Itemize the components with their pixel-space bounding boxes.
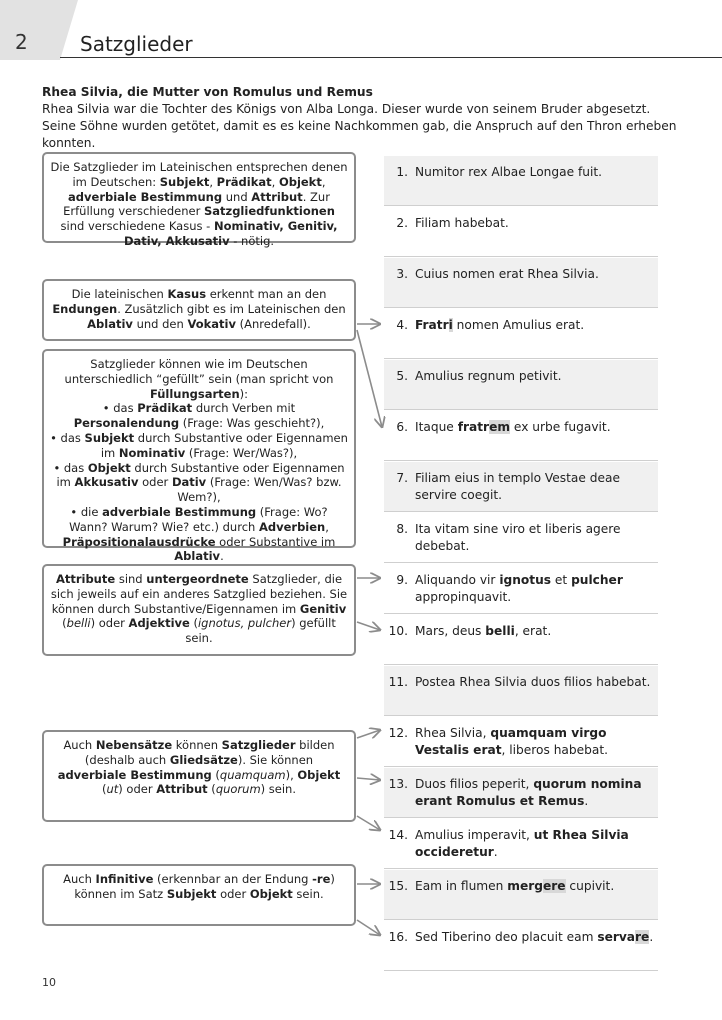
sentence-text bbox=[415, 929, 655, 946]
box-satzglieder-kasus-segment: - nötig. bbox=[229, 233, 275, 248]
box-satzglieder-kasus-segment: . Zur Erfüllung verschiedener bbox=[63, 189, 330, 219]
box-infinitive-segment: Subjekt bbox=[166, 886, 217, 901]
sentence-text bbox=[415, 776, 655, 810]
box-kasus-endungen-segment: Vokativ bbox=[187, 316, 236, 331]
sentence-segment: serva bbox=[597, 930, 636, 944]
box-infinitive bbox=[42, 864, 356, 926]
box-fuellungsarten-segment: adverbiale Bestimmung bbox=[102, 504, 257, 519]
box-nebensaetze-segment: Satzglieder bbox=[221, 738, 296, 752]
sentence-text bbox=[415, 674, 655, 691]
sentence-number: 14. bbox=[388, 828, 408, 842]
box-attribute-segment: untergeordnete bbox=[146, 572, 249, 586]
box-attribute-segment: Genitiv bbox=[299, 601, 347, 616]
box-satzglieder-kasus-segment: , bbox=[209, 174, 217, 189]
box-fuellungsarten-segment: Dativ bbox=[171, 475, 207, 490]
sentence-segment: , liberos habebat. bbox=[501, 743, 608, 757]
box-nebensaetze-segment: quamquam bbox=[219, 767, 286, 782]
box-attribute-segment: Adjektive bbox=[128, 616, 190, 631]
box-satzglieder-kasus-segment: Prädikat bbox=[216, 174, 272, 189]
box-satzglieder-kasus-segment: sind verschiedene Kasus - bbox=[60, 219, 214, 234]
box-fuellungsarten-segment: (Frage: Was geschieht?), bbox=[179, 416, 325, 431]
box-fuellungsarten-segment: durch Verben mit bbox=[192, 401, 296, 416]
box-kasus-endungen-segment: Ablativ bbox=[87, 316, 133, 331]
box-nebensaetze-segment: ). Sie können bbox=[237, 752, 314, 767]
sentence-segment: quorum nomina erant Romulus et Remus bbox=[415, 777, 642, 808]
header-rule bbox=[60, 57, 722, 58]
box-fuellungsarten-segment: Präpositionalausdrücke bbox=[62, 534, 216, 549]
arrow-box4-s13 bbox=[357, 778, 380, 780]
story-section bbox=[42, 84, 682, 152]
sentence-number: 15. bbox=[388, 879, 408, 893]
sentence-segment: merg bbox=[507, 879, 543, 893]
box-attribute-segment: ( bbox=[62, 616, 67, 631]
sentence-segment: fratr bbox=[457, 420, 490, 434]
box-nebensaetze-segment: quorum bbox=[215, 782, 261, 797]
sentence-segment: ignotus bbox=[499, 573, 552, 587]
sentence-row bbox=[384, 564, 658, 614]
box-fuellungsarten-segment: (Frage: Wen/Was? bzw. Wem?), bbox=[177, 475, 342, 505]
sentence-number: 8. bbox=[396, 522, 408, 536]
sentence-segment: nomen Amulius erat. bbox=[452, 318, 585, 332]
sentence-number: 10. bbox=[388, 624, 408, 638]
sentence-segment: , erat. bbox=[514, 624, 552, 638]
sentence-text bbox=[415, 878, 655, 895]
sentence-row bbox=[384, 309, 658, 359]
sentence-number: 16. bbox=[388, 930, 408, 944]
box-nebensaetze-segment: ( bbox=[211, 767, 220, 782]
box-kasus-endungen-segment: . Zusätzlich gibt es im Lateinischen den bbox=[117, 301, 346, 316]
sentence-number: 12. bbox=[388, 726, 408, 740]
sentence-text bbox=[415, 317, 655, 334]
box-satzglieder-kasus-segment: Satzgliedfunktionen bbox=[203, 204, 335, 219]
sentence-text bbox=[415, 572, 655, 606]
sentence-number: 7. bbox=[396, 471, 408, 485]
sentence-segment: . bbox=[493, 845, 498, 859]
box-kasus-endungen-segment: (Anredefall). bbox=[235, 316, 311, 331]
sentence-row bbox=[384, 156, 658, 206]
sentence-segment: Duos filios peperit, bbox=[415, 777, 534, 791]
box-satzglieder-kasus-segment: Attribut bbox=[251, 189, 303, 204]
box-kasus-endungen-segment: erkennt man an den bbox=[206, 287, 327, 301]
chapter-number: 2 bbox=[15, 30, 28, 54]
box-kasus-endungen-segment: und den bbox=[132, 316, 188, 331]
sentence-text bbox=[415, 521, 655, 555]
arrow-box4-s12 bbox=[357, 730, 380, 738]
sentence-number: 13. bbox=[388, 777, 408, 791]
box-attribute-segment: ( bbox=[189, 616, 198, 631]
sentence-segment: Numitor rex Albae Longae fuit. bbox=[415, 165, 603, 179]
box-infinitive-segment: (erkennbar an der Endung bbox=[153, 872, 313, 886]
sentence-segment: Itaque bbox=[415, 420, 458, 434]
box-nebensaetze-segment: Gliedsätze bbox=[169, 752, 238, 767]
box-infinitive-segment: sein. bbox=[292, 886, 324, 901]
sentence-number: 4. bbox=[396, 318, 408, 332]
sentence-row bbox=[384, 615, 658, 665]
box-infinitive-segment: ) können im Satz bbox=[74, 872, 335, 901]
sentence-segment: Aliquando vir bbox=[415, 573, 500, 587]
sentence-row bbox=[384, 768, 658, 818]
box-fuellungsarten-segment: Objekt bbox=[87, 460, 131, 475]
sentence-segment: Cuius nomen erat Rhea Silvia. bbox=[415, 267, 599, 281]
box-fuellungsarten-segment: Personalendung bbox=[73, 416, 180, 431]
box-fuellungsarten-segment: . bbox=[220, 549, 224, 564]
sentence-row bbox=[384, 717, 658, 767]
box-attribute-segment: ignotus, pulcher bbox=[197, 616, 292, 631]
sentence-text bbox=[415, 419, 655, 436]
sentence-segment: Ita vitam sine viro et liberis agere debebat. bbox=[415, 522, 621, 553]
box-fuellungsarten-segment: • die bbox=[70, 504, 103, 519]
sentence-row bbox=[384, 870, 658, 920]
box-infinitive-segment: Objekt bbox=[249, 886, 293, 901]
sentence-row bbox=[384, 411, 658, 461]
box-fuellungsarten-segment: oder Substantive im bbox=[215, 534, 336, 549]
box-nebensaetze-segment: ut bbox=[106, 782, 119, 797]
box-attribute-segment: belli bbox=[66, 616, 91, 631]
box-infinitive-segment: Auch bbox=[63, 872, 96, 886]
sentence-text bbox=[415, 623, 655, 640]
box-fuellungsarten-segment: • das bbox=[53, 460, 88, 475]
box-satzglieder-kasus-segment: Die Satzglieder im Lateinischen entsprechen denen im Deutschen: bbox=[50, 160, 348, 189]
box-satzglieder-kasus-segment: Nominativ, Genitiv, Dativ, Akkusativ bbox=[123, 219, 338, 248]
box-fuellungsarten-segment: Subjekt bbox=[84, 430, 135, 445]
box-kasus-endungen-segment: Endungen bbox=[52, 301, 118, 316]
sentence-segment: pulcher bbox=[571, 573, 623, 587]
box-fuellungsarten-segment: Nominativ bbox=[118, 445, 186, 460]
sentence-number: 3. bbox=[396, 267, 408, 281]
sentence-row bbox=[384, 258, 658, 308]
sentence-row bbox=[384, 819, 658, 869]
sentence-segment: . bbox=[649, 930, 654, 944]
box-fuellungsarten-segment: (Frage: Wo? Wann? Warum? Wie? etc.) durch bbox=[69, 504, 328, 534]
sentence-segment: quamquam virgo Vestalis erat bbox=[415, 726, 607, 757]
box-nebensaetze-segment: adverbiale Bestimmung bbox=[57, 767, 212, 782]
sentence-segment: cupivit. bbox=[565, 879, 615, 893]
box-infinitive-segment: oder bbox=[216, 886, 250, 901]
page-number: 10 bbox=[42, 976, 56, 989]
box-nebensaetze bbox=[42, 730, 356, 822]
sentence-text bbox=[415, 215, 655, 232]
sentence-segment: . bbox=[584, 794, 589, 808]
sentence-row bbox=[384, 921, 658, 971]
sentence-segment: Amulius imperavit, bbox=[415, 828, 534, 842]
sentence-number: 9. bbox=[396, 573, 408, 587]
box-fuellungsarten-segment: Füllungsarten bbox=[149, 386, 240, 401]
box-satzglieder-kasus-segment: Subjekt bbox=[159, 174, 210, 189]
sentence-number: 6. bbox=[396, 420, 408, 434]
box-attribute-segment: ) oder bbox=[90, 616, 129, 631]
sentence-row bbox=[384, 207, 658, 257]
sentence-segment: i bbox=[448, 318, 453, 332]
page-title: Satzglieder bbox=[80, 32, 193, 56]
sentence-row bbox=[384, 462, 658, 512]
sentence-text bbox=[415, 266, 655, 283]
box-attribute-segment: Attribute bbox=[55, 572, 116, 586]
sentence-text bbox=[415, 164, 655, 181]
sentence-segment: Amulius regnum petivit. bbox=[415, 369, 562, 383]
arrow-box4-s14 bbox=[357, 816, 380, 830]
box-satzglieder-kasus-segment: , bbox=[321, 174, 326, 189]
box-kasus-endungen-segment: Kasus bbox=[167, 287, 207, 301]
box-fuellungsarten bbox=[42, 349, 356, 564]
box-satzglieder-kasus-segment: , bbox=[271, 174, 279, 189]
sentence-row bbox=[384, 360, 658, 410]
sentence-number: 1. bbox=[396, 165, 408, 179]
box-nebensaetze-segment: ( bbox=[207, 782, 216, 797]
story-title: Rhea Silvia, die Mutter von Romulus und Remus bbox=[42, 85, 373, 99]
box-nebensaetze-segment: Auch bbox=[63, 738, 96, 752]
sentence-segment: belli bbox=[485, 624, 515, 638]
box-satzglieder-kasus-segment: Objekt bbox=[278, 174, 322, 189]
box-fuellungsarten-segment: • das bbox=[50, 430, 85, 445]
sentence-segment: Mars, deus bbox=[415, 624, 486, 638]
box-attribute bbox=[42, 564, 356, 656]
box-kasus-endungen-segment: Die lateinischen bbox=[71, 287, 168, 301]
box-fuellungsarten-segment: • das bbox=[102, 401, 138, 416]
box-nebensaetze-segment: ) sein. bbox=[260, 782, 297, 797]
sentence-segment: em bbox=[489, 420, 511, 434]
box-attribute-segment: ) gefüllt sein. bbox=[185, 616, 336, 646]
sentence-row bbox=[384, 666, 658, 716]
box-fuellungsarten-segment: Satzglieder können wie im Deutschen unterschiedlich “gefüllt” sein (man spricht von bbox=[64, 357, 334, 386]
box-satzglieder-kasus-segment: adverbiale Bestimmung bbox=[68, 189, 223, 204]
box-fuellungsarten-segment: Ablativ bbox=[174, 549, 221, 564]
box-fuellungsarten-segment: durch Substantive oder Eigennamen im bbox=[100, 430, 348, 460]
arrow-box3-s10 bbox=[357, 622, 380, 630]
sentence-text bbox=[415, 368, 655, 385]
sentence-row bbox=[384, 513, 658, 563]
box-attribute-segment: sind bbox=[115, 572, 147, 586]
sentence-segment: Sed Tiberino deo placuit eam bbox=[415, 930, 598, 944]
box-nebensaetze-segment: ) oder bbox=[118, 782, 157, 797]
box-nebensaetze-segment: können bbox=[172, 738, 222, 752]
sentence-segment: Fratr bbox=[415, 318, 449, 332]
sentence-segment: Filiam eius in templo Vestae deae servire coegit. bbox=[415, 471, 620, 502]
sentence-segment: Filiam habebat. bbox=[415, 216, 509, 230]
box-infinitive-segment: -re bbox=[312, 872, 331, 886]
arrow-box5-s16 bbox=[357, 920, 380, 935]
story-text: Rhea Silvia war die Tochter des Königs von Alba Longa. Dieser wurde von seinem Bruder abgesetzt. Seine Söhne wurden getötet, damit es es keine Nachkommen gab, die Anspruch auf den Thron erheben konnten. bbox=[42, 102, 677, 150]
sentence-text bbox=[415, 470, 655, 504]
sentence-text bbox=[415, 827, 655, 861]
box-attribute-segment: Satzglieder, die sich jeweils auf ein anderes Satzglied beziehen. Sie können durch Substantive/Eigennamen im bbox=[50, 572, 348, 616]
box-nebensaetze-segment: Attribut bbox=[156, 782, 208, 797]
box-infinitive-segment: Infinitive bbox=[95, 872, 154, 886]
sentence-segment: ex urbe fugavit. bbox=[510, 420, 611, 434]
box-fuellungsarten-segment: (Frage: Wer/Was?), bbox=[185, 445, 298, 460]
sentence-segment: Rhea Silvia, bbox=[415, 726, 491, 740]
box-fuellungsarten-segment: ): bbox=[239, 386, 249, 401]
box-fuellungsarten-segment: Prädikat bbox=[137, 401, 193, 416]
sentence-segment: Eam in flumen bbox=[415, 879, 508, 893]
box-fuellungsarten-segment: Akkusativ bbox=[74, 475, 139, 490]
box-nebensaetze-segment: Nebensätze bbox=[95, 738, 173, 752]
box-fuellungsarten-segment: oder bbox=[138, 475, 172, 490]
sentence-segment: ut Rhea Silvia occideretur bbox=[415, 828, 629, 859]
sentence-number: 5. bbox=[396, 369, 408, 383]
sentence-number: 2. bbox=[396, 216, 408, 230]
box-fuellungsarten-segment: , bbox=[325, 519, 329, 534]
box-satzglieder-kasus-segment: und bbox=[222, 189, 252, 204]
box-nebensaetze-segment: bilden (deshalb auch bbox=[84, 738, 335, 767]
sentence-number: 11. bbox=[388, 675, 408, 689]
sentence-segment: ere bbox=[542, 879, 566, 893]
sentence-segment: et bbox=[551, 573, 572, 587]
sentence-segment: re bbox=[635, 930, 650, 944]
sentence-segment: Postea Rhea Silvia duos filios habebat. bbox=[415, 675, 651, 689]
box-nebensaetze-segment: ), bbox=[285, 767, 298, 782]
box-nebensaetze-segment: ( bbox=[101, 782, 107, 797]
arrow-box1-s6 bbox=[357, 330, 382, 427]
box-fuellungsarten-segment: Adverbien bbox=[258, 519, 326, 534]
sentence-text bbox=[415, 725, 655, 759]
sentence-segment: appropinquavit. bbox=[415, 590, 512, 604]
chapter-tab bbox=[0, 0, 78, 60]
box-nebensaetze-segment: Objekt bbox=[297, 767, 341, 782]
box-kasus-endungen bbox=[42, 279, 356, 341]
box-satzglieder-kasus bbox=[42, 152, 356, 248]
box-fuellungsarten-segment: durch Substantive oder Eigennamen im bbox=[56, 460, 345, 490]
